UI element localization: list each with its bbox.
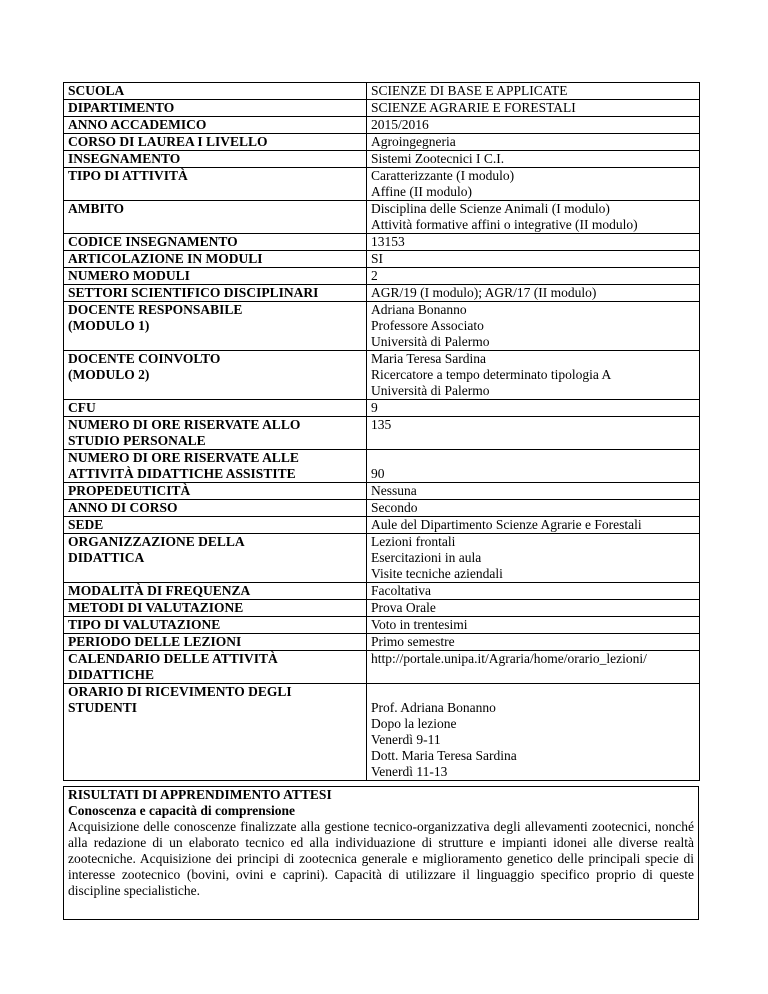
field-label-cell bbox=[64, 483, 367, 500]
field-label: MODALITÀ DI FREQUENZA bbox=[68, 583, 251, 598]
field-label: INSEGNAMENTO bbox=[68, 151, 181, 166]
info-row bbox=[64, 168, 700, 201]
field-value-cell bbox=[367, 285, 700, 302]
info-row bbox=[64, 134, 700, 151]
field-label: ORARIO DI RICEVIMENTO DEGLI bbox=[68, 684, 292, 699]
field-value: Venerdì 9-11 bbox=[371, 732, 441, 747]
field-value-cell bbox=[367, 117, 700, 134]
info-row bbox=[64, 517, 700, 534]
field-value-cell bbox=[367, 302, 700, 351]
info-row bbox=[64, 600, 700, 617]
field-label-cell bbox=[64, 450, 367, 483]
field-value-cell bbox=[367, 251, 700, 268]
field-label: ARTICOLAZIONE IN MODULI bbox=[68, 251, 263, 266]
field-label: CFU bbox=[68, 400, 96, 415]
field-value-cell bbox=[367, 450, 700, 483]
field-value-cell bbox=[367, 651, 700, 684]
info-row bbox=[64, 483, 700, 500]
field-label: AMBITO bbox=[68, 201, 125, 216]
info-row bbox=[64, 534, 700, 583]
field-value-cell bbox=[367, 417, 700, 450]
field-label: DIDATTICA bbox=[68, 550, 145, 565]
field-label-cell bbox=[64, 117, 367, 134]
field-value: Venerdì 11-13 bbox=[371, 764, 448, 779]
field-label: (MODULO 1) bbox=[68, 318, 150, 333]
field-value: Lezioni frontali bbox=[371, 534, 456, 549]
field-value-cell bbox=[367, 583, 700, 600]
field-label: (MODULO 2) bbox=[68, 367, 150, 382]
info-row bbox=[64, 201, 700, 234]
field-label-cell bbox=[64, 651, 367, 684]
field-value: Disciplina delle Scienze Animali (I modulo) bbox=[371, 201, 610, 216]
learning-outcomes-box bbox=[63, 786, 699, 920]
field-value: Università di Palermo bbox=[371, 383, 490, 398]
info-row bbox=[64, 651, 700, 684]
field-value: Facoltativa bbox=[371, 583, 431, 598]
field-label: STUDENTI bbox=[68, 700, 138, 715]
field-value: Prova Orale bbox=[371, 600, 436, 615]
info-row bbox=[64, 417, 700, 450]
field-label: ORGANIZZAZIONE DELLA bbox=[68, 534, 245, 549]
field-value-cell bbox=[367, 500, 700, 517]
field-value: Attività formative affini o integrative (II modulo) bbox=[371, 217, 638, 232]
field-label-cell bbox=[64, 500, 367, 517]
field-value: 135 bbox=[371, 417, 392, 432]
field-value-cell bbox=[367, 234, 700, 251]
field-value: Visite tecniche aziendali bbox=[371, 566, 503, 581]
info-row bbox=[64, 285, 700, 302]
field-value-cell bbox=[367, 400, 700, 417]
field-value: AGR/19 (I modulo); AGR/17 (II modulo) bbox=[371, 285, 597, 300]
field-label: DOCENTE RESPONSABILE bbox=[68, 302, 243, 317]
field-value-cell bbox=[367, 534, 700, 583]
info-row bbox=[64, 450, 700, 483]
info-row bbox=[64, 500, 700, 517]
field-value: Agroingegneria bbox=[371, 134, 456, 149]
field-value-cell bbox=[367, 351, 700, 400]
field-value: Voto in trentesimi bbox=[371, 617, 468, 632]
field-label-cell bbox=[64, 134, 367, 151]
field-label-cell bbox=[64, 351, 367, 400]
field-value: Maria Teresa Sardina bbox=[371, 351, 487, 366]
field-label-cell bbox=[64, 302, 367, 351]
field-label: ANNO DI CORSO bbox=[68, 500, 178, 515]
field-label: CALENDARIO DELLE ATTIVITÀ bbox=[68, 651, 278, 666]
field-label-cell bbox=[64, 534, 367, 583]
field-value: SCIENZE AGRARIE E FORESTALI bbox=[371, 100, 576, 115]
info-row bbox=[64, 151, 700, 168]
info-row bbox=[64, 251, 700, 268]
field-value: Primo semestre bbox=[371, 634, 455, 649]
field-label-cell bbox=[64, 417, 367, 450]
field-value-cell bbox=[367, 134, 700, 151]
field-label: METODI DI VALUTAZIONE bbox=[68, 600, 244, 615]
field-value: SI bbox=[371, 251, 384, 266]
info-row bbox=[64, 83, 700, 100]
outcomes-subtitle: Conoscenza e capacità di comprensione bbox=[68, 803, 295, 818]
field-label-cell bbox=[64, 617, 367, 634]
field-label: PROPEDEUTICITÀ bbox=[68, 483, 191, 498]
field-value: Aule del Dipartimento Scienze Agrarie e Forestali bbox=[371, 517, 642, 532]
field-label: CODICE INSEGNAMENTO bbox=[68, 234, 238, 249]
field-label: NUMERO DI ORE RISERVATE ALLE bbox=[68, 450, 299, 465]
field-label-cell bbox=[64, 151, 367, 168]
field-value: Università di Palermo bbox=[371, 334, 490, 349]
field-label: ANNO ACCADEMICO bbox=[68, 117, 207, 132]
field-value: 2 bbox=[371, 268, 378, 283]
info-row bbox=[64, 268, 700, 285]
field-value: 90 bbox=[371, 466, 385, 481]
field-value-cell bbox=[367, 151, 700, 168]
field-value: Secondo bbox=[371, 500, 418, 515]
field-label: CORSO DI LAUREA I LIVELLO bbox=[68, 134, 268, 149]
field-value-cell bbox=[367, 634, 700, 651]
field-value: Affine (II modulo) bbox=[371, 184, 472, 199]
field-value: Nessuna bbox=[371, 483, 417, 498]
field-value: Prof. Adriana Bonanno bbox=[371, 700, 496, 715]
field-value: Professore Associato bbox=[371, 318, 484, 333]
field-label-cell bbox=[64, 251, 367, 268]
field-value: 2015/2016 bbox=[371, 117, 429, 132]
field-value-cell bbox=[367, 483, 700, 500]
field-label-cell bbox=[64, 100, 367, 117]
field-label-cell bbox=[64, 201, 367, 234]
info-row bbox=[64, 684, 700, 781]
field-value-cell bbox=[367, 168, 700, 201]
field-label-cell bbox=[64, 517, 367, 534]
field-label-cell bbox=[64, 234, 367, 251]
info-row bbox=[64, 234, 700, 251]
field-value: Dopo la lezione bbox=[371, 716, 457, 731]
field-label: NUMERO MODULI bbox=[68, 268, 190, 283]
field-value: Ricercatore a tempo determinato tipologia A bbox=[371, 367, 612, 382]
info-row bbox=[64, 617, 700, 634]
field-label-cell bbox=[64, 583, 367, 600]
field-value: http://portale.unipa.it/Agraria/home/orario_lezioni/ bbox=[371, 651, 647, 666]
field-label: ATTIVITÀ DIDATTICHE ASSISTITE bbox=[68, 466, 296, 481]
field-value-cell bbox=[367, 684, 700, 781]
field-label: DOCENTE COINVOLTO bbox=[68, 351, 221, 366]
field-value: Dott. Maria Teresa Sardina bbox=[371, 748, 517, 763]
field-value: Adriana Bonanno bbox=[371, 302, 467, 317]
field-label-cell bbox=[64, 168, 367, 201]
field-label-cell bbox=[64, 684, 367, 781]
field-value: Sistemi Zootecnici I C.I. bbox=[371, 151, 505, 166]
field-label: SETTORI SCIENTIFICO DISCIPLINARI bbox=[68, 285, 319, 300]
field-label: PERIODO DELLE LEZIONI bbox=[68, 634, 242, 649]
outcomes-title: RISULTATI DI APPRENDIMENTO ATTESI bbox=[68, 787, 332, 802]
field-value-cell bbox=[367, 617, 700, 634]
field-label: DIPARTIMENTO bbox=[68, 100, 175, 115]
field-label: NUMERO DI ORE RISERVATE ALLO bbox=[68, 417, 301, 432]
info-row bbox=[64, 117, 700, 134]
field-value-cell bbox=[367, 201, 700, 234]
field-label-cell bbox=[64, 600, 367, 617]
info-row bbox=[64, 100, 700, 117]
field-label: SCUOLA bbox=[68, 83, 125, 98]
field-label: STUDIO PERSONALE bbox=[68, 433, 206, 448]
course-info-table bbox=[63, 82, 700, 781]
field-value bbox=[371, 684, 695, 700]
info-row bbox=[64, 400, 700, 417]
field-label-cell bbox=[64, 400, 367, 417]
field-label-cell bbox=[64, 268, 367, 285]
field-value: 13153 bbox=[371, 234, 405, 249]
field-value-cell bbox=[367, 600, 700, 617]
field-value: Caratterizzante (I modulo) bbox=[371, 168, 515, 183]
field-label: SEDE bbox=[68, 517, 104, 532]
field-value-cell bbox=[367, 83, 700, 100]
info-row bbox=[64, 302, 700, 351]
field-value-cell bbox=[367, 100, 700, 117]
field-label: TIPO DI VALUTAZIONE bbox=[68, 617, 221, 632]
field-value: SCIENZE DI BASE E APPLICATE bbox=[371, 83, 568, 98]
field-label: TIPO DI ATTIVITÀ bbox=[68, 168, 188, 183]
field-label: DIDATTICHE bbox=[68, 667, 155, 682]
course-info-body bbox=[64, 83, 700, 781]
field-value bbox=[371, 450, 695, 466]
info-row bbox=[64, 634, 700, 651]
field-label-cell bbox=[64, 83, 367, 100]
outcomes-paragraph: Acquisizione delle conoscenze finalizzate alla gestione tecnico-organizzativa degli allevamenti zootecnici, nonché alla redazione di un elaborato tecnico ed alla individuazione di strutture e impianti idonei alle diverse realtà zootecniche. Acquisizione dei principi di zootecnica generale e miglioramento genetico delle principali specie di interesse zootecnico (bovini, ovini e caprini). Capacità di utilizzare il linguaggio specifico proprio di queste discipline specialistiche. bbox=[68, 819, 694, 898]
info-row bbox=[64, 351, 700, 400]
info-row bbox=[64, 583, 700, 600]
field-value: Esercitazioni in aula bbox=[371, 550, 482, 565]
field-label-cell bbox=[64, 285, 367, 302]
field-value-cell bbox=[367, 517, 700, 534]
field-value-cell bbox=[367, 268, 700, 285]
field-value: 9 bbox=[371, 400, 378, 415]
field-label-cell bbox=[64, 634, 367, 651]
